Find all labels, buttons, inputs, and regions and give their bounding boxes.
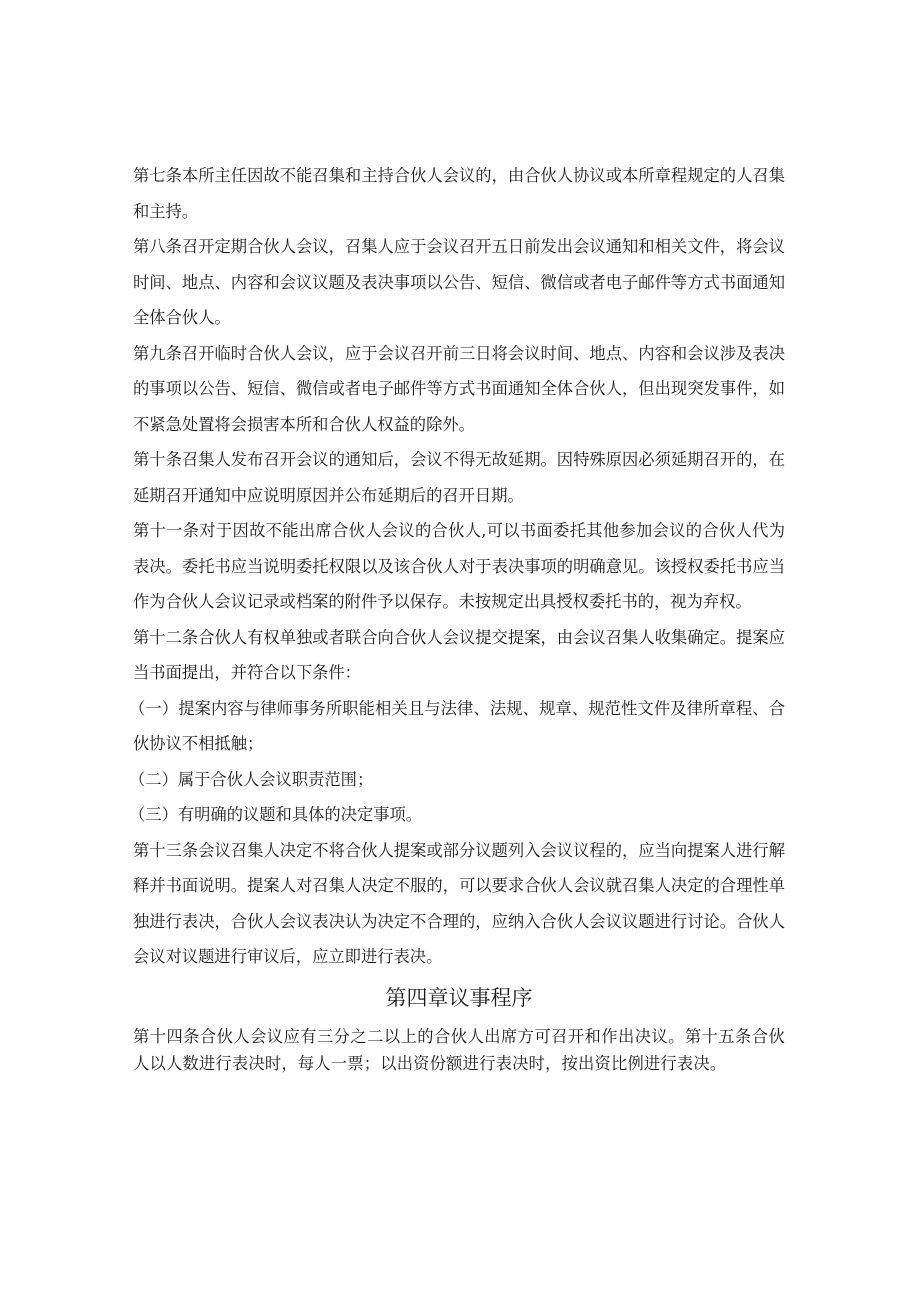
- condition-item-3: （三）有明确的议题和具体的决定事项。: [129, 805, 423, 824]
- chapter-title: 第四章议事程序: [385, 985, 533, 1010]
- article-12-paragraph: 第十二条合伙人有权单独或者联合向合伙人会议提交提案，由会议召集人收集确定。提案应当书面提出，并符合以下条件：: [133, 627, 785, 682]
- article-11-paragraph: 第十一条对于因故不能出席合伙人会议的合伙人,可以书面委托其他参加会议的合伙人代为表决。委托书应当说明委托权限以及该合伙人对于表决事项的明确意见。该授权委托书应当作为合伙人会议记录或档案的附件予以保存。未按规定出具授权委托书的，视为弃权。: [133, 521, 785, 611]
- article-9-paragraph: 第九条召开临时合伙人会议，应于会议召开前三日将会议时间、地点、内容和会议涉及表决的事项以公告、短信、微信或者电子邮件等方式书面通知全体合伙人，但出现突发事件，如不紧急处置将会损害本所和合伙人权益的除外。: [133, 343, 785, 434]
- article-10-paragraph: 第十条召集人发布召开会议的通知后，会议不得无故延期。因特殊原因必须延期召开的，在延期召开通知中应说明原因并公布延期后的召开日期。: [133, 450, 785, 505]
- condition-item-1: （一）提案内容与律师事务所职能相关且与法律、法规、规章、规范性文件及律所章程、合伙协议不相抵触；: [129, 698, 785, 753]
- article-14-15-paragraph: 第十四条合伙人会议应有三分之二以上的合伙人出席方可召开和作出决议。第十五条合伙人以人数进行表决时，每人一票；以出资份额进行表决时，按出资比例进行表决。: [133, 1026, 785, 1073]
- article-7-paragraph: 第七条本所主任因故不能召集和主持合伙人会议的，由合伙人协议或本所章程规定的人召集和主持。: [133, 166, 785, 221]
- condition-item-2: （二）属于合伙人会议职责范围；: [129, 769, 374, 789]
- article-8-paragraph: 第八条召开定期合伙人会议，召集人应于会议召开五日前发出会议通知和相关文件，将会议时间、地点、内容和会议议题及表决事项以公告、短信、微信或者电子邮件等方式书面通知全体合伙人。: [133, 237, 785, 327]
- article-13-paragraph: 第十三条会议召集人决定不将合伙人提案或部分议题列入会议议程的，应当向提案人进行解释并书面说明。提案人对召集人决定不服的，可以要求合伙人会议就召集人决定的合理性单独进行表决，合伙人会议表决认为决定不合理的，应纳入合伙人会议议题进行讨论。合伙人会议对议题进行审议后，应立即进行表决。: [133, 840, 785, 966]
- document-page: [129, 158, 785, 1077]
